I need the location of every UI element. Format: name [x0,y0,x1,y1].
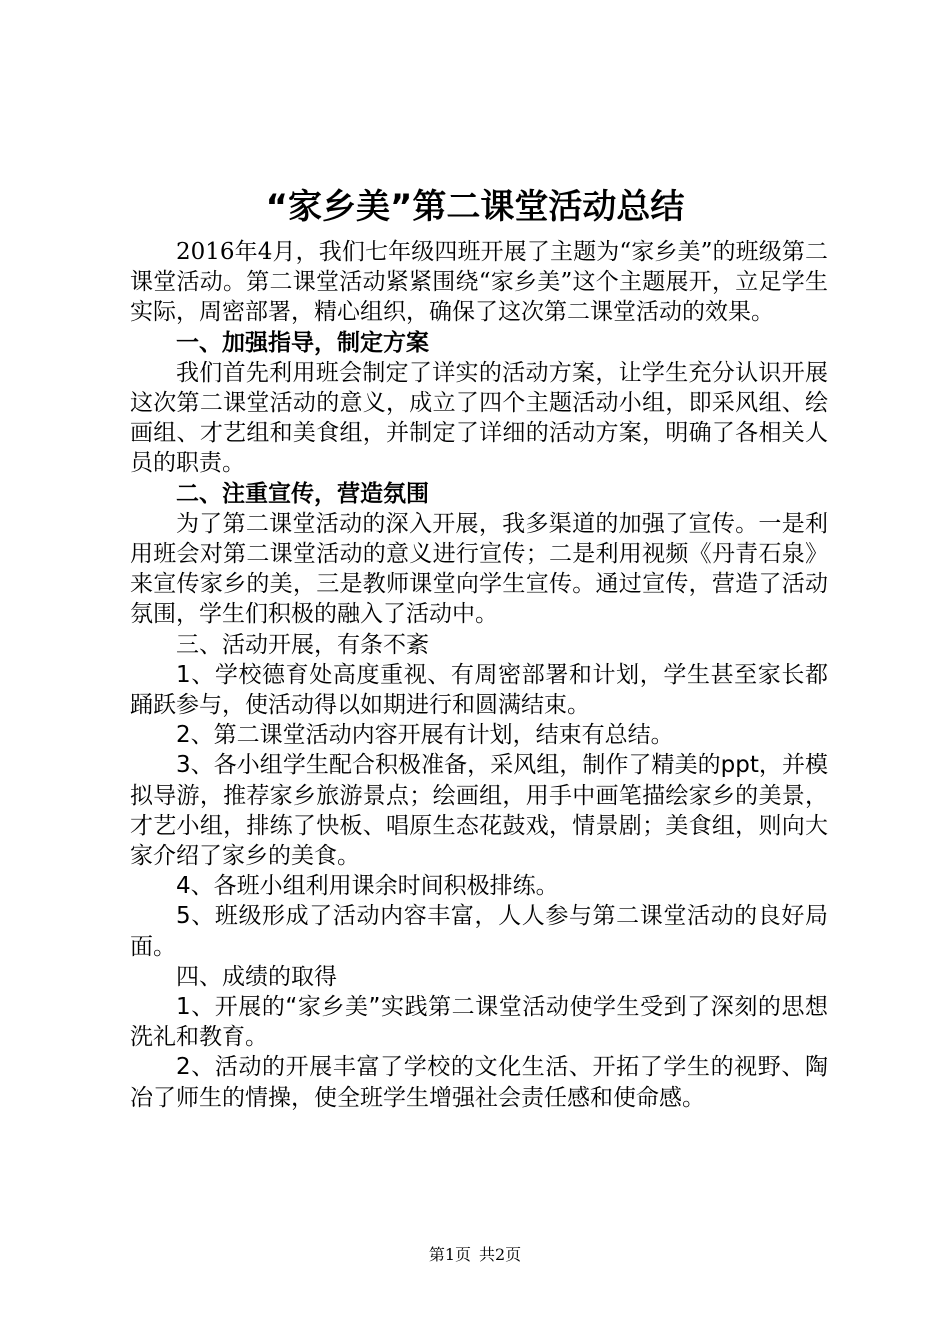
list-item-3-2: 2、第二课堂活动内容开展有计划，结束有总结。 [176,722,674,749]
paragraph-section-1: 我们首先利用班会制定了详实的活动方案，让学生充分认识开展这次第二课堂活动的意义，成立了四个主题活动小组，即采风组、绘画组、才艺组和美食组，并制定了详细的活动方案，明确了各相关人员的职责。 [130,359,828,477]
page-total: 共2页 [479,1245,522,1264]
list-item-3-4: 4、各班小组利用课余时间积极排练。 [176,873,559,900]
list-item-4-1: 1、开展的“家乡美”实践第二课堂活动使学生受到了深刻的思想洗礼和教育。 [130,994,828,1051]
page-number: 第1页 [428,1245,471,1264]
document-title: “家乡美”第二课堂活动总结 [265,187,685,227]
page-footer [0,1244,950,1266]
paragraph-section-2: 为了第二课堂活动的深入开展，我多渠道的加强了宣传。一是利用班会对第二课堂活动的意义进行宣传；二是利用视频《丹青石泉》来宣传家乡的美，三是教师课堂向学生宣传。通过宣传，营造了活动氛围，学生们积极的融入了活动中。 [130,510,828,628]
section-heading-3: 三、活动开展，有条不紊 [176,631,429,658]
list-item-3-1: 1、学校德育处高度重视、有周密部署和计划，学生甚至家长都踊跃参与，使活动得以如期进行和圆满结束。 [130,661,828,719]
section-heading-2: 二、注重宣传，营造氛围 [176,480,429,507]
list-item-3-3: 3、各小组学生配合积极准备，采风组，制作了精美的ppt，并模拟导游，推荐家乡旅游景点；绘画组，用手中画笔描绘家乡的美景，才艺小组，排练了快板、唱原生态花鼓戏，情景剧；美食组，则向大家介绍了家乡的美食。 [130,752,828,870]
section-heading-4: 四、成绩的取得 [176,963,337,990]
list-item-4-2: 2、活动的开展丰富了学校的文化生活、开拓了学生的视野、陶冶了师生的情操，使全班学生增强社会责任感和使命感。 [130,1054,828,1111]
paragraph-intro: 2016年4月，我们七年级四班开展了主题为“家乡美”的班级第二课堂活动。第二课堂活动紧紧围绕“家乡美”这个主题展开，立足学生实际，周密部署，精心组织，确保了这次第二课堂活动的效果。 [130,239,828,326]
document-body [130,237,828,1113]
list-item-3-5: 5、班级形成了活动内容丰富，人人参与第二课堂活动的良好局面。 [130,903,828,960]
section-heading-1: 一、加强指导，制定方案 [176,329,429,356]
